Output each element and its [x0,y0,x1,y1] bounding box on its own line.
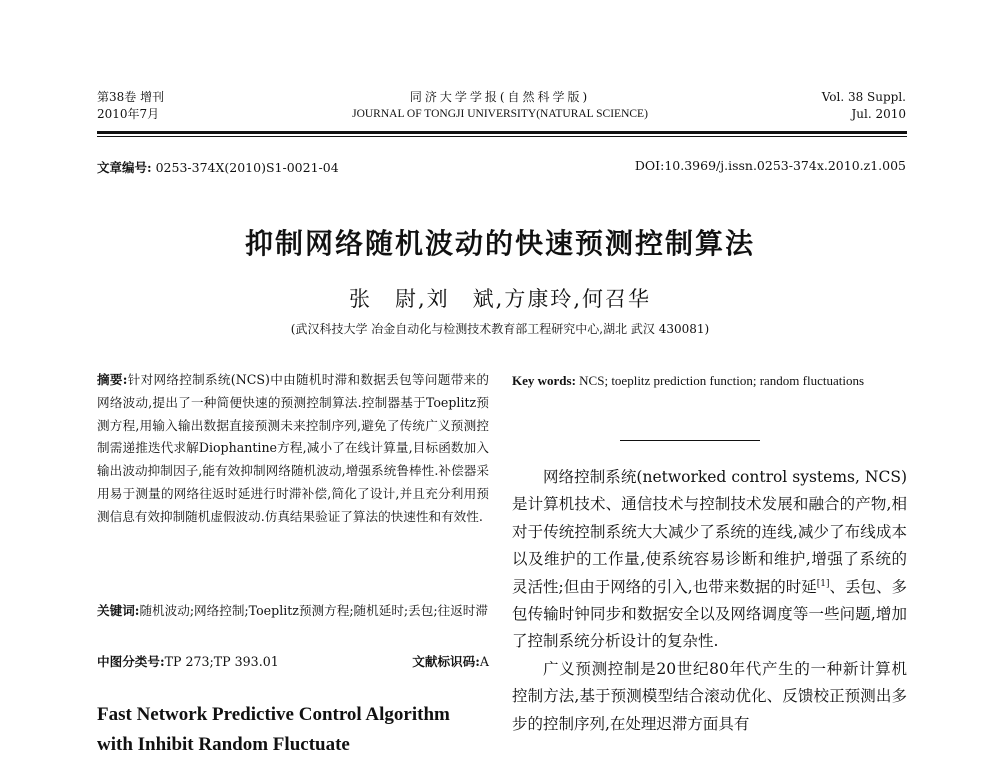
abstract-cn [97,369,489,529]
journal-volume-block [97,89,164,123]
paper-title-en-line1: Fast Network Predictive Control Algorithm [97,704,450,725]
journal-volume-en: Vol. 38 Suppl. [821,90,906,104]
keywords-cn [97,600,489,623]
keywords-en-label: Key words: [512,373,576,388]
clc-label: 中图分类号: [97,654,165,669]
body-paragraph-2: 广义预测控制是20世纪80年代产生的一种新计算机控制方法,基于预测模型结合滚动优化、反馈校正预测出多步的控制序列,在处理迟滞方面具有 [512,659,907,733]
journal-name-en: JOURNAL OF TONGJI UNIVERSITY(NATURAL SCIENCE) [352,108,648,120]
article-number-value: 0253-374X(2010)S1-0021-04 [155,160,339,175]
keywords-en-text: NCS; toeplitz prediction function; random fluctuations [579,373,865,388]
citation-ref-1: [1] [816,578,830,589]
keywords-cn-text: 随机波动;网络控制;Toeplitz预测方程;随机延时;丢包;往返时滞 [139,603,488,618]
doi[interactable]: DOI:10.3969/j.issn.0253-374x.2010.z1.005 [634,158,906,173]
paper-authors: 张 尉,刘 斌,方康玲,何召华 [348,287,652,311]
body-text [512,464,907,738]
doc-code-label: 文献标识码: [412,654,480,669]
keywords-en [512,369,907,393]
clc-value: TP 273;TP 393.01 [164,654,279,669]
paper-title-en [97,700,489,760]
journal-date-cn: 2010年7月 [97,107,160,121]
journal-date-en: Jul. 2010 [851,107,906,121]
paper-title-en-line2: with Inhibit Random Fluctuate [97,734,350,755]
doc-code [412,652,489,672]
body-p1-text-a: 网络控制系统(networked control systems, NCS)是计算机技术、通信技术与控制技术发展和融合的产物,相对于传统控制系统大大减少了系统的连线,减少了布线成本以及维护的工作量,使系统容易诊断和维护,增强了系统的灵活性;但由于网络的引入,也带来数据的时延 [512,468,907,596]
paper-affiliation: (武汉科技大学 冶金自动化与检测技术教育部工程研究中心,湖北 武汉 430081) [290,322,710,336]
body-paragraph-1 [512,464,907,656]
doc-code-value: A [479,654,489,669]
keywords-cn-label: 关键词: [97,603,140,618]
body-p1-text-b: 、丢包、多包传输时钟同步和数据安全以及网络调度等一些问题,增加了控制系统分析设计的复杂性. [512,577,907,651]
header-rule-thick [97,131,907,134]
article-number [97,158,339,176]
journal-name-cn: 同济大学学报(自然科学版) [409,90,591,104]
paper-title-cn: 抑制网络随机波动的快速预测控制算法 [244,227,755,260]
journal-volume: 第38卷 增刊 [97,90,165,104]
journal-volume-en-block [822,89,906,123]
header-rule-thin [97,136,907,137]
journal-name-block [300,89,700,123]
abstract-text: 针对网络控制系统(NCS)中由随机时滞和数据丢包等问题带来的网络波动,提出了一种简便快速的预测控制算法.控制器基于Toeplitz预测方程,用输入输出数据直接预测未来控制序列,避免了传统广义预测控制需递推迭代求解Diophantine方程,减小了在线计算量,目标函数加入输出波动抑制因子,能有效抑制网络随机波动,增强系统鲁棒性.补偿器采用易于测量的网络往返时延进行时滞补偿,简化了设计,并且充分利用预测信息有效抑制随机虚假波动.仿真结果验证了算法的快速性和有效性. [97,372,489,524]
classification [97,652,489,672]
abstract-label: 摘要: [97,372,128,387]
section-separator [620,440,760,441]
article-number-label: 文章编号: [97,160,152,175]
